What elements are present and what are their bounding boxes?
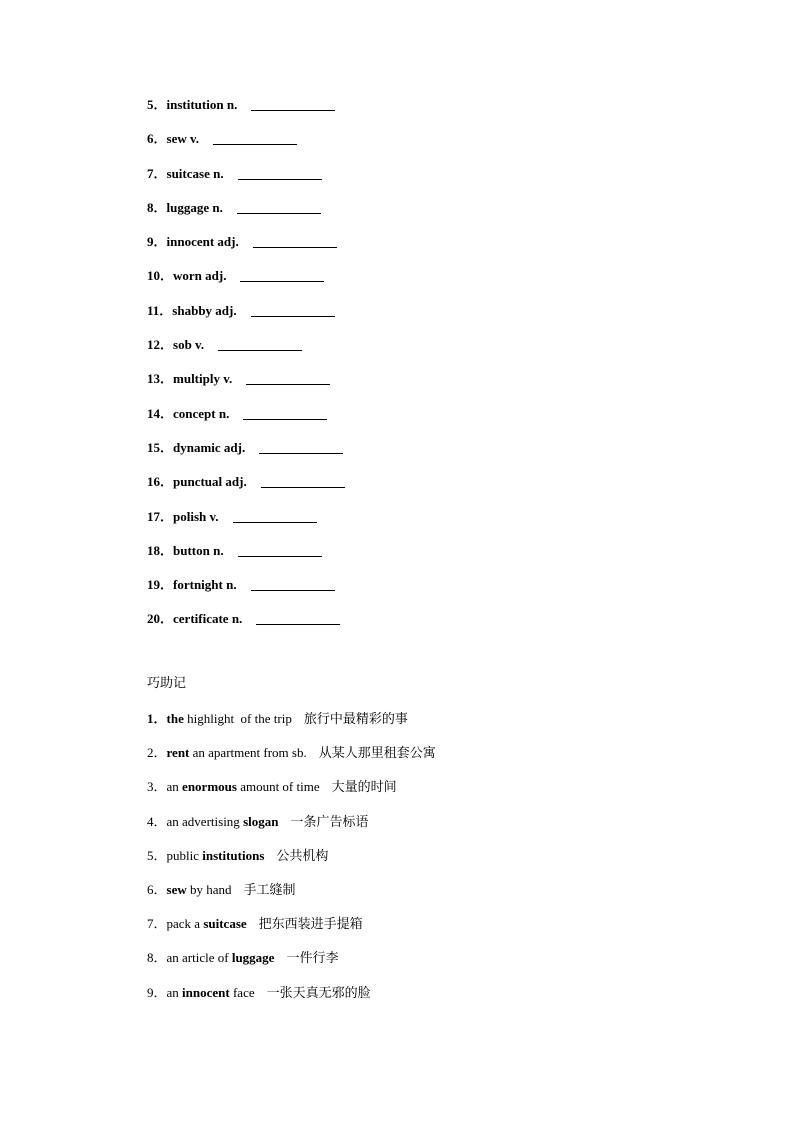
answer-blank[interactable] xyxy=(238,165,322,180)
vocab-item xyxy=(147,473,345,507)
phrase-english xyxy=(167,711,292,726)
vocab-word: worn adj. xyxy=(173,268,227,284)
phrase-chinese: 大量的时间 xyxy=(331,780,397,796)
phrase-keyword: institutions xyxy=(202,847,265,863)
phrase-item xyxy=(147,744,436,778)
vocab-number: 13． xyxy=(147,371,174,387)
phrase-keyword: rent xyxy=(166,745,190,761)
phrase-item xyxy=(147,710,436,744)
phrase-item xyxy=(147,984,436,1018)
phrase-keyword: innocent xyxy=(182,984,230,1000)
answer-blank[interactable] xyxy=(233,508,317,523)
vocab-number: 17． xyxy=(147,508,174,524)
phrase-chinese: 把东西装进手提箱 xyxy=(258,917,363,933)
phrase-item xyxy=(147,915,436,949)
vocab-item xyxy=(147,165,345,199)
answer-blank[interactable] xyxy=(251,576,335,591)
vocab-number: 5． xyxy=(147,97,167,112)
phrase-prefix: an article of xyxy=(166,950,232,966)
answer-blank[interactable] xyxy=(253,233,337,248)
answer-blank[interactable] xyxy=(243,405,327,420)
vocab-number: 14． xyxy=(147,405,174,421)
phrase-number: 1． xyxy=(147,711,167,726)
phrase-english xyxy=(167,916,247,931)
phrase-prefix: an advertising xyxy=(166,813,244,829)
vocab-word: luggage n. xyxy=(166,199,223,215)
vocab-word: polish v. xyxy=(173,508,219,524)
phrase-english xyxy=(167,985,255,1000)
phrase-item xyxy=(147,881,436,915)
phrase-chinese: 旅行中最精彩的事 xyxy=(303,712,408,727)
phrase-number: 8． xyxy=(147,950,167,966)
answer-blank[interactable] xyxy=(213,130,297,145)
phrase-keyword: enormous xyxy=(182,779,237,795)
phrase-chinese: 一张天真无邪的脸 xyxy=(266,985,371,1001)
vocab-number: 7． xyxy=(147,165,167,181)
vocab-number: 15． xyxy=(147,439,174,455)
vocab-word: button n. xyxy=(173,542,224,558)
vocab-word: suitcase n. xyxy=(166,165,224,181)
vocab-word: dynamic adj. xyxy=(173,439,246,455)
phrase-suffix: highlight of the trip xyxy=(183,711,292,726)
vocab-number: 6． xyxy=(147,131,167,147)
phrase-keyword: the xyxy=(166,711,184,726)
vocab-number: 19． xyxy=(147,577,174,593)
phrase-chinese: 从某人那里租套公寓 xyxy=(318,746,436,762)
vocab-word: sew v. xyxy=(166,131,200,147)
vocab-item xyxy=(147,130,345,164)
phrase-chinese: 一条广告标语 xyxy=(290,814,369,830)
vocab-number: 20． xyxy=(147,611,174,627)
vocab-number: 10． xyxy=(147,268,174,284)
phrase-number: 5． xyxy=(147,847,167,863)
vocab-word: multiply v. xyxy=(173,371,233,387)
vocabulary-list xyxy=(147,96,345,645)
phrase-prefix: public xyxy=(166,847,203,863)
phrase-item xyxy=(147,778,436,812)
phrase-prefix: pack a xyxy=(166,916,204,932)
phrase-number: 2． xyxy=(147,745,167,761)
phrase-item xyxy=(147,813,436,847)
answer-blank[interactable] xyxy=(240,267,324,282)
phrase-chinese: 一件行李 xyxy=(286,951,339,967)
phrase-prefix: an xyxy=(166,984,183,1000)
phrase-chinese: 手工缝制 xyxy=(243,882,296,898)
vocab-item xyxy=(147,439,345,473)
vocab-item xyxy=(147,302,345,336)
phrase-number: 9． xyxy=(147,984,167,1000)
vocab-word: certificate n. xyxy=(173,611,243,627)
phrase-suffix: face xyxy=(229,984,255,1000)
answer-blank[interactable] xyxy=(246,370,330,385)
vocab-item xyxy=(147,336,345,370)
vocab-item xyxy=(147,96,345,130)
answer-blank[interactable] xyxy=(237,199,321,214)
vocab-item xyxy=(147,610,345,644)
phrase-number: 4． xyxy=(147,813,167,829)
vocab-number: 16． xyxy=(147,474,174,490)
vocab-item xyxy=(147,199,345,233)
phrase-item xyxy=(147,847,436,881)
section-title: 巧助记 xyxy=(147,676,187,691)
phrase-suffix: by hand xyxy=(186,881,232,897)
vocab-number: 9． xyxy=(147,234,167,250)
answer-blank[interactable] xyxy=(251,302,335,317)
vocab-word: punctual adj. xyxy=(173,474,247,490)
vocab-item xyxy=(147,370,345,404)
phrase-english xyxy=(167,882,232,897)
answer-blank[interactable] xyxy=(261,473,345,488)
vocab-word: concept n. xyxy=(173,405,230,421)
vocab-word: innocent adj. xyxy=(166,234,239,250)
vocab-word: fortnight n. xyxy=(173,577,237,593)
phrase-prefix: an xyxy=(166,779,183,795)
phrase-list xyxy=(147,710,436,1018)
vocab-word: shabby adj. xyxy=(172,302,237,318)
phrase-item xyxy=(147,949,436,983)
phrase-english xyxy=(167,779,320,794)
vocab-number: 18． xyxy=(147,542,174,558)
phrase-keyword: luggage xyxy=(231,950,275,966)
vocab-number: 11． xyxy=(147,302,173,318)
answer-blank[interactable] xyxy=(251,96,335,111)
answer-blank[interactable] xyxy=(256,610,340,625)
phrase-suffix: an apartment from sb. xyxy=(189,745,307,761)
phrase-english xyxy=(167,950,275,965)
phrase-suffix: amount of time xyxy=(236,779,320,795)
vocab-item xyxy=(147,542,345,576)
vocab-word: institution n. xyxy=(166,97,238,112)
phrase-number: 7． xyxy=(147,916,167,932)
answer-blank[interactable] xyxy=(238,542,322,557)
phrase-english xyxy=(167,848,265,863)
vocab-number: 12． xyxy=(147,337,174,353)
phrase-english xyxy=(167,745,307,760)
phrase-number: 6． xyxy=(147,881,167,897)
phrase-english xyxy=(167,814,279,829)
vocab-item xyxy=(147,576,345,610)
phrase-keyword: sew xyxy=(166,881,187,897)
phrase-number: 3． xyxy=(147,779,167,795)
phrase-chinese: 公共机构 xyxy=(276,848,329,864)
vocab-item xyxy=(147,267,345,301)
phrase-keyword: suitcase xyxy=(203,916,247,932)
vocab-word: sob v. xyxy=(173,337,205,353)
answer-blank[interactable] xyxy=(218,336,302,351)
vocab-item xyxy=(147,508,345,542)
vocab-item xyxy=(147,405,345,439)
answer-blank[interactable] xyxy=(259,439,343,454)
vocab-item xyxy=(147,233,345,267)
phrase-keyword: slogan xyxy=(243,813,279,829)
vocab-number: 8． xyxy=(147,199,167,215)
